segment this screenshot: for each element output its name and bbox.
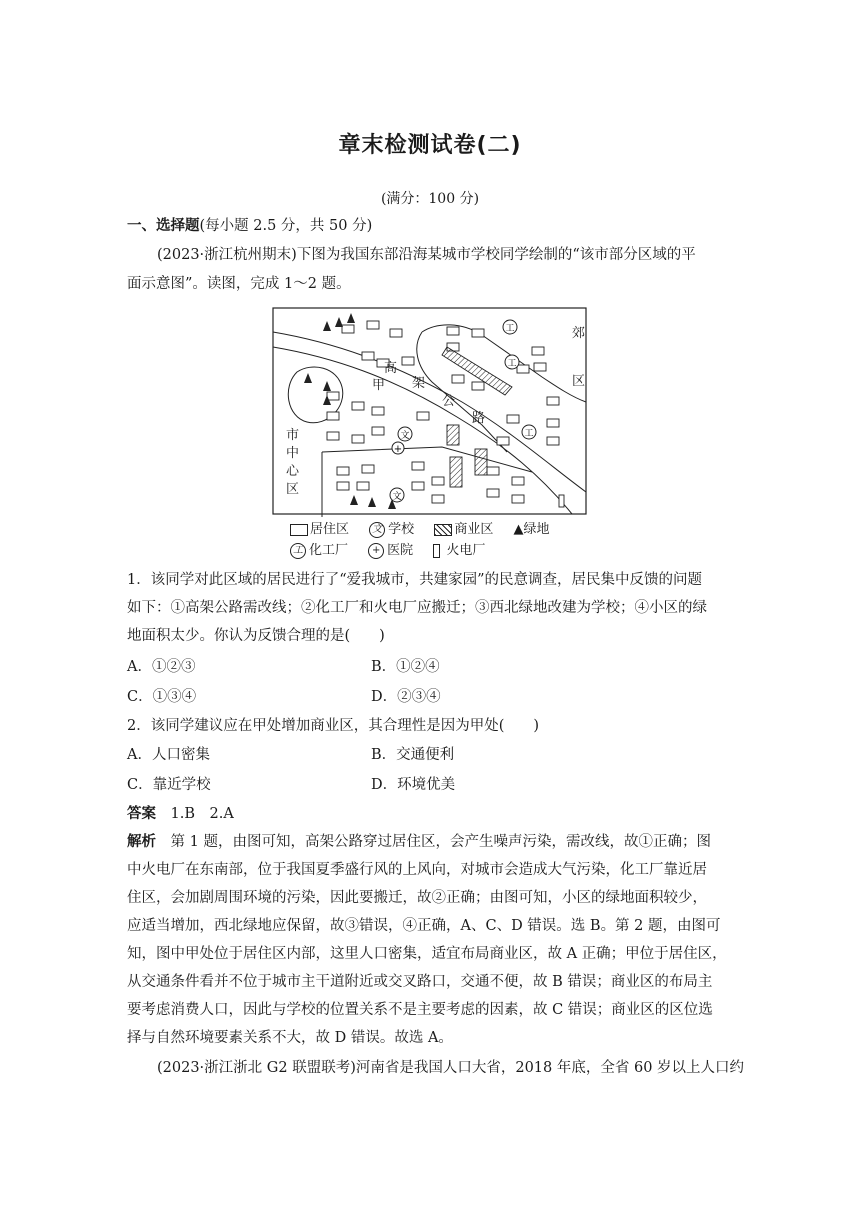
analysis-line-7: 要考虑消费人口，因此与学校的位置关系不是主要考虑的因素，故 C 错误；商业区的区位选 [127,1002,713,1018]
hospital-marker [392,442,404,455]
map-legend-row-1: 居住区 文 学校 商业区 ▲绿地 [290,521,565,539]
svg-text:区: 区 [286,482,300,497]
svg-text:市: 市 [286,428,300,443]
svg-text:区: 区 [572,374,586,389]
analysis-line-2: 中火电厂在东南部，位于我国夏季盛行风的上风向，对城市会造成大气污染，化工厂靠近居 [127,862,707,878]
q2-option-d: D．环境优美 [371,777,456,793]
q1-option-d: D．②③④ [371,689,441,705]
svg-text:文: 文 [392,492,402,502]
svg-text:工: 工 [505,324,515,334]
analysis-line-1: 解析 第 1 题，由图可知，高架公路穿过居住区，会产生噪声污染，需改线，故①正确；图 [127,834,711,850]
analysis-line-3: 住区，会加剧周围环境的污染，因此要搬迁，故②正确；由图可知，小区的绿地面积较少， [127,890,707,906]
intro-line-2: 面示意图”。读图，完成 1～2 题。 [127,276,351,292]
q2-option-a: A．人口密集 [127,747,210,763]
q1-option-b: B．①②④ [371,659,440,675]
answer-line [127,804,737,824]
section-note: (每小题 2.5 分，共 50 分) [199,218,373,234]
svg-text:+: + [393,444,403,455]
intro-line-1: (2023·浙江杭州期末)下图为我国东部沿海某城市学校同学绘制的“该市部分区域的平 [157,247,696,263]
analysis-label: 解析 [127,834,156,850]
q1-line-1: 1．该同学对此区域的居民进行了“爱我城市，共建家园”的民意调查，居民集中反馈的问题 [127,572,703,588]
section-label: 一、选择题 [127,218,200,234]
full-score-note: (满分：100 分) [380,191,480,207]
map-legend-row-2: 工 化工厂 + 医院 火电厂 [290,542,501,560]
city-area-map [272,307,588,517]
map-frame [273,308,586,514]
svg-text:文: 文 [400,431,410,441]
svg-text:甲: 甲 [372,378,386,393]
section-heading [127,216,737,236]
svg-text:工: 工 [507,359,517,369]
svg-text:路: 路 [472,411,486,426]
q2-line-1: 2．该同学建议应在甲处增加商业区，其合理性是因为甲处( ) [127,718,540,734]
svg-text:郊: 郊 [572,326,586,341]
power-plant-marker [559,495,564,507]
analysis-line-5: 知，图中甲处位于居住区内部，这里人口密集，适宜布局商业区，故 A 正确；甲位于居住区， [127,946,727,962]
analysis-line-8: 择与自然环境要素关系不大，故 D 错误。故选 A。 [127,1030,453,1046]
q1-option-c: C．①③④ [127,689,197,705]
q1-line-2: 如下：①高架公路需改线；②化工厂和火电厂应搬迁；③西北绿地改建为学校；④小区的绿 [127,600,707,616]
svg-text:高: 高 [384,361,398,376]
svg-text:架: 架 [412,376,426,391]
analysis-line-6: 从交通条件看并不位于城市主干道附近或交叉路口，交通不便，故 B 错误；商业区的布局主 [127,974,713,990]
q1-option-a: A．①②③ [127,659,196,675]
q1-line-3: 地面积太少。你认为反馈合理的是( ) [127,628,385,644]
q2-option-c: C．靠近学校 [127,777,211,793]
svg-text:中: 中 [286,446,300,461]
answer-text: 1.B 2.A [170,806,234,822]
q2-option-b: B．交通便利 [371,747,455,763]
svg-text:心: 心 [286,464,300,479]
intro2-line-1: (2023·浙江浙北 G2 联盟联考)河南省是我国人口大省，2018 年底，全省 60 岁以上人口约 [157,1060,745,1076]
page-title: 章末检测试卷(二) [338,133,522,158]
svg-text:工: 工 [524,429,534,439]
analysis-line-4: 应适当增加，西北绿地应保留，故③错误，④正确，A、C、D 错误。选 B。第 2 题，由图可 [127,918,721,934]
answer-label: 答案 [127,806,156,822]
svg-text:公: 公 [442,394,456,409]
